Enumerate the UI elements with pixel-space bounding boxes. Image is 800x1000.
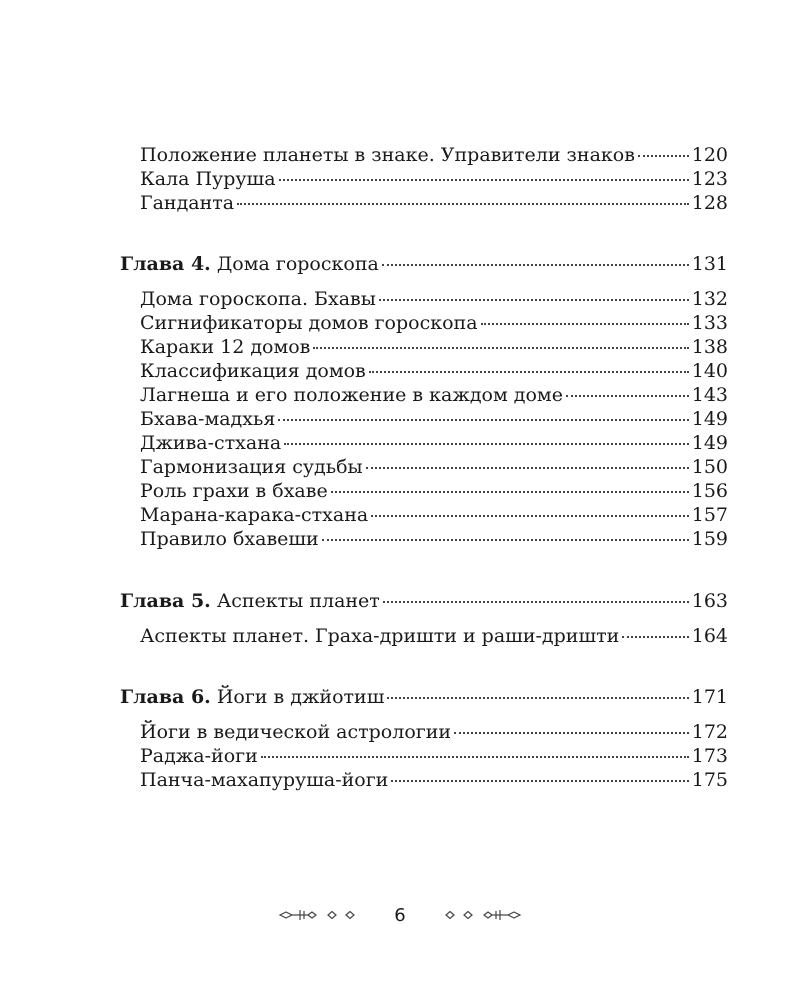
toc-entry-page: 172: [691, 721, 728, 743]
chapter-title: [120, 685, 384, 709]
toc-entry: [140, 143, 728, 167]
chapter-name: Йоги в джйотиш: [216, 686, 385, 708]
chapter-heading: [120, 252, 728, 276]
toc-entry-title: Роль грахи в бхаве: [140, 480, 328, 502]
chapter-name: Аспекты планет: [216, 590, 380, 612]
toc-entry-title: Сигнификаторы домов гороскопа: [140, 312, 478, 334]
toc-entry-title: Джива-стхана: [140, 432, 282, 454]
toc-entry: [140, 383, 728, 407]
toc-entry: [140, 431, 728, 455]
toc-entry-page: 123: [691, 168, 728, 190]
chapter-title: [120, 589, 380, 613]
toc-entry-title: Классификация домов: [140, 360, 366, 382]
dot-leader: [622, 635, 688, 638]
toc-entry-page: 159: [691, 528, 728, 550]
dot-leader: [566, 394, 689, 397]
toc-entry: [140, 479, 728, 503]
toc-entry: [140, 287, 728, 311]
toc-entry-title: Лагнеша и его положение в каждом доме: [140, 384, 563, 406]
toc-entry: [140, 191, 728, 215]
dot-leader: [638, 154, 689, 157]
page-footer: [0, 902, 800, 928]
toc-entry-page: 140: [691, 360, 728, 382]
toc-entry-page: 143: [691, 384, 728, 406]
dot-leader: [278, 418, 688, 421]
toc-entry-title: Правило бхавеши: [140, 528, 319, 550]
chapter-label: Глава 4.: [120, 253, 211, 275]
dot-leader: [391, 779, 688, 782]
dot-leader: [481, 322, 689, 325]
dot-leader: [371, 514, 689, 517]
dot-leader: [379, 298, 689, 301]
toc-entry-page: 128: [691, 192, 728, 214]
dot-leader: [369, 370, 689, 373]
dot-leader: [279, 178, 689, 181]
chapter-page: 163: [691, 590, 728, 612]
chapter-heading: [120, 685, 728, 709]
toc-entry: [140, 503, 728, 527]
left-ornament-icon: [278, 908, 364, 922]
page-number: 6: [394, 904, 406, 926]
toc-entry-title: Караки 12 домов: [140, 336, 311, 358]
toc-entry-title: Кала Пуруша: [140, 168, 276, 190]
toc-entry-title: Марана-карака-стхана: [140, 504, 369, 526]
dot-leader: [366, 466, 689, 469]
chapter-label: Глава 5.: [120, 590, 211, 612]
toc-entry-page: 133: [691, 312, 728, 334]
chapter-label: Глава 6.: [120, 686, 211, 708]
toc-entry-page: 164: [691, 625, 728, 647]
toc-entry-page: 132: [691, 288, 728, 310]
toc-entry-title: Панча-махапуруша-йоги: [140, 769, 389, 791]
dot-leader: [382, 263, 689, 266]
chapter-name: Дома гороскопа: [216, 253, 379, 275]
toc-entry: [140, 455, 728, 479]
toc-entry-page: 150: [691, 456, 728, 478]
toc-entry: [140, 768, 728, 792]
toc-entry-page: 120: [691, 144, 728, 166]
toc-entry-title: Аспекты планет. Граха-дришти и раши-дришти: [140, 625, 620, 647]
toc-entry: [140, 359, 728, 383]
toc-entry-page: 157: [691, 504, 728, 526]
dot-leader: [313, 346, 688, 349]
toc-entry-title: Ганданта: [140, 192, 235, 214]
dot-leader: [261, 755, 689, 758]
dot-leader: [322, 538, 689, 541]
toc-entry-page: 149: [691, 408, 728, 430]
right-ornament-icon: [436, 908, 522, 922]
toc-entry-page: 138: [691, 336, 728, 358]
toc-entry: [140, 335, 728, 359]
toc-entry: [140, 624, 728, 648]
toc-entry-title: Положение планеты в знаке. Управители знаков: [140, 144, 635, 166]
dot-leader: [387, 696, 688, 699]
toc-entry-title: Йоги в ведической астрологии: [140, 721, 452, 743]
dot-leader: [237, 202, 689, 205]
toc-entry-title: Гармонизация судьбы: [140, 456, 363, 478]
chapter-page: 171: [691, 686, 728, 708]
toc-entry: [140, 407, 728, 431]
chapter-heading: [120, 589, 728, 613]
chapter-title: [120, 252, 379, 276]
toc-entry-page: 149: [691, 432, 728, 454]
dot-leader: [331, 490, 689, 493]
toc-entry: [140, 744, 728, 768]
toc-entry: [140, 527, 728, 551]
toc-entry-title: Дома гороскопа. Бхавы: [140, 288, 376, 310]
chapter-page: 131: [691, 253, 728, 275]
toc-entry-page: 175: [691, 769, 728, 791]
dot-leader: [454, 731, 689, 734]
toc-entry-page: 156: [691, 480, 728, 502]
dot-leader: [284, 442, 689, 445]
dot-leader: [383, 600, 689, 603]
toc-entry-title: Раджа-йоги: [140, 745, 258, 767]
toc-entry: [140, 167, 728, 191]
toc-entry-page: 173: [691, 745, 728, 767]
toc-entry: [140, 720, 728, 744]
toc-entry-title: Бхава-мадхья: [140, 408, 276, 430]
toc-entry: [140, 311, 728, 335]
